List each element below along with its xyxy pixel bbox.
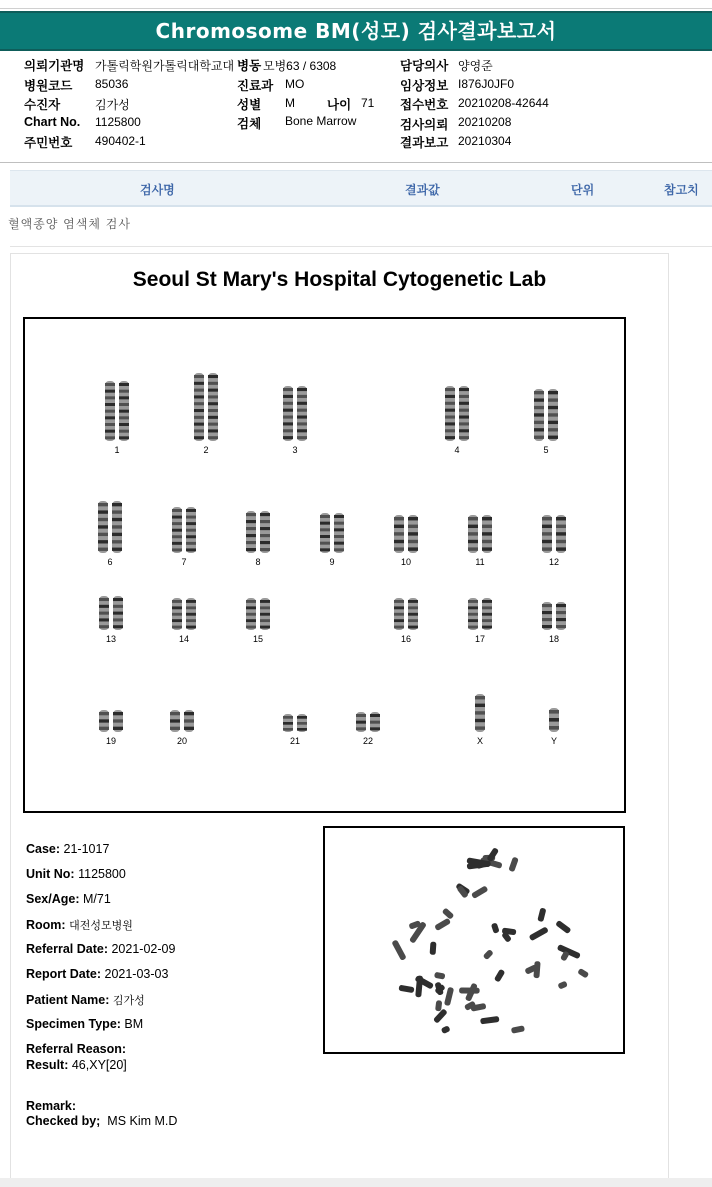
metaphase-spread bbox=[325, 828, 623, 1052]
sex-value: M bbox=[285, 96, 295, 110]
chromosome-label-17: 17 bbox=[474, 634, 485, 644]
chromosome-label-4: 4 bbox=[454, 445, 460, 455]
chromosome-pair-Y bbox=[532, 706, 576, 734]
metaphase-chromosome bbox=[557, 981, 567, 990]
chromosome-label-7: 7 bbox=[181, 557, 187, 567]
metaphase-chromosome bbox=[537, 908, 546, 923]
checked-value: MS Kim M.D bbox=[107, 1114, 178, 1128]
sexage-label: Sex/Age: bbox=[26, 892, 80, 906]
metaphase-chromosome bbox=[480, 1016, 499, 1024]
remark-label: Remark: bbox=[26, 1099, 77, 1113]
chromosome-pair-18 bbox=[532, 600, 576, 632]
chromosome-pair-9 bbox=[310, 511, 354, 555]
metaphase-chromosome bbox=[508, 857, 519, 873]
chromosome-pair-22 bbox=[346, 710, 390, 734]
chromosome-pair-1 bbox=[95, 379, 139, 443]
chromosome-label-10: 10 bbox=[400, 557, 411, 567]
chromosome-label-X: X bbox=[476, 736, 483, 746]
clinical-label: 임상정보 bbox=[400, 78, 449, 93]
institution-value: 가톨릭학원가톨릭대학교대 bbox=[95, 59, 235, 73]
metaphase-chromosome bbox=[494, 969, 506, 983]
chromosome-pair-2 bbox=[184, 371, 228, 443]
metaphase-chromosome bbox=[444, 987, 454, 1006]
age-label: 나이 bbox=[327, 97, 352, 112]
chromosome-pair-10 bbox=[384, 513, 428, 555]
case-details bbox=[26, 824, 316, 1184]
chromosome-label-1: 1 bbox=[114, 445, 120, 455]
metaphase-chromosome bbox=[577, 968, 589, 979]
chromosome-pair-11 bbox=[458, 513, 502, 555]
pname-label: Patient Name: bbox=[26, 993, 110, 1007]
reason-row bbox=[26, 1042, 126, 1056]
chromosome-label-12: 12 bbox=[548, 557, 559, 567]
unit-value: 1125800 bbox=[78, 867, 126, 881]
chromosome-label-19: 19 bbox=[105, 736, 116, 746]
chromosome-label-18: 18 bbox=[548, 634, 559, 644]
request-value: 20210208 bbox=[458, 115, 512, 129]
patient-value: 김가성 bbox=[95, 98, 130, 112]
chart-label: Chart No. bbox=[24, 115, 81, 129]
receipt-label: 접수번호 bbox=[400, 97, 449, 112]
spec-row bbox=[26, 1017, 143, 1031]
age-value: 71 bbox=[361, 96, 375, 110]
metaphase-chromosome bbox=[442, 908, 455, 920]
col-test-name: 검사명 bbox=[140, 183, 175, 197]
case-label: Case: bbox=[26, 842, 61, 856]
chromosome-label-2: 2 bbox=[203, 445, 209, 455]
ward-value: 모병63 / 6308 bbox=[263, 59, 337, 73]
metaphase-chromosome bbox=[555, 920, 571, 934]
chromosome-pair-17 bbox=[458, 596, 502, 632]
divider bbox=[10, 246, 712, 247]
specimen-label: 검체 bbox=[237, 116, 262, 131]
pname-row bbox=[26, 992, 145, 1008]
chromosome-pair-13 bbox=[89, 594, 133, 632]
chromosome-label-8: 8 bbox=[255, 557, 261, 567]
refdate-value: 2021-02-09 bbox=[111, 942, 176, 956]
reason-label: Referral Reason: bbox=[26, 1042, 127, 1056]
sexage-row bbox=[26, 892, 111, 906]
metaphase-chromosome bbox=[491, 922, 500, 933]
metaphase-chromosome bbox=[398, 985, 414, 993]
metaphase-chromosome bbox=[435, 1000, 442, 1011]
refdate-label: Referral Date: bbox=[26, 942, 108, 956]
chromosome-label-Y: Y bbox=[550, 736, 557, 746]
refdate-row bbox=[26, 942, 175, 956]
chromosome-label-3: 3 bbox=[292, 445, 298, 455]
dept-label: 진료과 bbox=[237, 78, 274, 93]
id-label: 주민번호 bbox=[24, 135, 73, 150]
chromosome-pair-12 bbox=[532, 513, 576, 555]
test-name-row: 혈액종양 염색체 검사 bbox=[8, 217, 131, 231]
institution-label: 의뢰기관명 bbox=[24, 58, 85, 73]
checked-label: Checked by; bbox=[26, 1114, 101, 1128]
patient-label: 수진자 bbox=[24, 97, 61, 112]
metaphase-chromosome bbox=[471, 885, 488, 899]
chromosome-pair-21 bbox=[273, 712, 317, 734]
chromosome-label-20: 20 bbox=[176, 736, 187, 746]
doctor-label: 담당의사 bbox=[400, 58, 449, 73]
col-unit: 단위 bbox=[571, 183, 595, 197]
hospcode-value: 85036 bbox=[95, 77, 129, 91]
remark-row bbox=[26, 1099, 76, 1113]
chart-value: 1125800 bbox=[95, 115, 141, 129]
spec-label: Specimen Type: bbox=[26, 1017, 121, 1031]
metaphase-chromosome bbox=[430, 942, 437, 955]
chromosome-pair-8 bbox=[236, 509, 280, 555]
room-row bbox=[26, 917, 133, 933]
top-border bbox=[0, 0, 712, 9]
dept-value: MO bbox=[285, 77, 305, 91]
chromosome-label-6: 6 bbox=[107, 557, 113, 567]
sex-label: 성별 bbox=[237, 97, 262, 112]
chromosome-label-11: 11 bbox=[475, 557, 485, 567]
hospcode-label: 병원코드 bbox=[24, 78, 73, 93]
repdate-label: Report Date: bbox=[26, 967, 102, 981]
metaphase-chromosome bbox=[511, 1025, 525, 1033]
metaphase-chromosome bbox=[483, 949, 494, 960]
chromosome-pair-20 bbox=[160, 708, 204, 734]
result-value: 46,XY[20] bbox=[71, 1058, 127, 1072]
patient-info-panel bbox=[0, 52, 712, 163]
metaphase-chromosome bbox=[486, 847, 499, 862]
report-date-value: 20210304 bbox=[458, 134, 512, 148]
chromosome-pair-16 bbox=[384, 596, 428, 632]
report-title: Chromosome BM(성모) 검사결과보고서 bbox=[155, 19, 557, 43]
col-result: 결과값 bbox=[405, 183, 440, 197]
sexage-value: M/71 bbox=[82, 892, 111, 906]
report-date-label: 결과보고 bbox=[400, 135, 449, 150]
metaphase-chromosome bbox=[434, 972, 445, 980]
repdate-value: 2021-03-03 bbox=[104, 967, 169, 981]
bottom-bar bbox=[0, 1178, 712, 1187]
case-value: 21-1017 bbox=[63, 842, 110, 856]
karyogram bbox=[23, 317, 626, 813]
metaphase-chromosome bbox=[529, 926, 549, 941]
case-row bbox=[26, 842, 109, 856]
chromosome-pair-X bbox=[458, 692, 502, 734]
clinical-value: I876J0JF0 bbox=[458, 77, 515, 91]
chromosome-pair-14 bbox=[162, 596, 206, 632]
chromosome-label-13: 13 bbox=[105, 634, 116, 644]
unit-row bbox=[26, 867, 126, 881]
col-reference: 참고치 bbox=[664, 183, 699, 197]
report-title-bar bbox=[0, 11, 712, 51]
chromosome-pair-3 bbox=[273, 384, 317, 443]
checked-row bbox=[26, 1114, 177, 1128]
chromosome-label-14: 14 bbox=[178, 634, 189, 644]
chromosome-label-15: 15 bbox=[252, 634, 263, 644]
metaphase-chromosome bbox=[441, 1025, 451, 1034]
spec-value: BM bbox=[124, 1017, 144, 1031]
result-label: Result: bbox=[26, 1058, 69, 1072]
chromosome-pair-5 bbox=[524, 387, 568, 443]
repdate-row bbox=[26, 967, 168, 981]
room-value: 대전성모병원 bbox=[69, 920, 133, 932]
metaphase-chromosome bbox=[459, 987, 480, 993]
chromosome-label-5: 5 bbox=[543, 445, 549, 455]
pname-value: 김가성 bbox=[112, 995, 145, 1007]
chromosome-pair-7 bbox=[162, 505, 206, 555]
chromosome-label-9: 9 bbox=[329, 557, 335, 567]
metaphase-chromosome bbox=[434, 918, 451, 931]
ward-label: 병동 bbox=[237, 58, 262, 73]
receipt-value: 20210208-42644 bbox=[458, 96, 549, 110]
chromosome-label-16: 16 bbox=[400, 634, 411, 644]
metaphase-chromosome bbox=[557, 944, 581, 959]
metaphase-chromosome bbox=[391, 939, 406, 961]
result-row bbox=[26, 1058, 127, 1072]
results-table-header bbox=[10, 170, 712, 207]
doctor-value: 양영준 bbox=[458, 59, 493, 73]
room-label: Room: bbox=[26, 918, 66, 932]
chromosome-pair-15 bbox=[236, 596, 280, 632]
chromosome-label-21: 21 bbox=[289, 736, 300, 746]
chromosome-pair-19 bbox=[89, 708, 133, 734]
metaphase-image bbox=[323, 826, 625, 1054]
chromosome-pair-4 bbox=[435, 384, 479, 443]
lab-title: Seoul St Mary's Hospital Cytogenetic Lab bbox=[132, 268, 547, 291]
unit-label: Unit No: bbox=[26, 867, 75, 881]
id-value: 490402-1 bbox=[95, 134, 146, 148]
chromosome-pair-6 bbox=[88, 499, 132, 555]
request-label: 검사의뢰 bbox=[400, 117, 449, 132]
chromosome-label-22: 22 bbox=[362, 736, 373, 746]
cytogenetic-report bbox=[10, 253, 669, 1180]
specimen-value: Bone Marrow bbox=[285, 114, 357, 128]
